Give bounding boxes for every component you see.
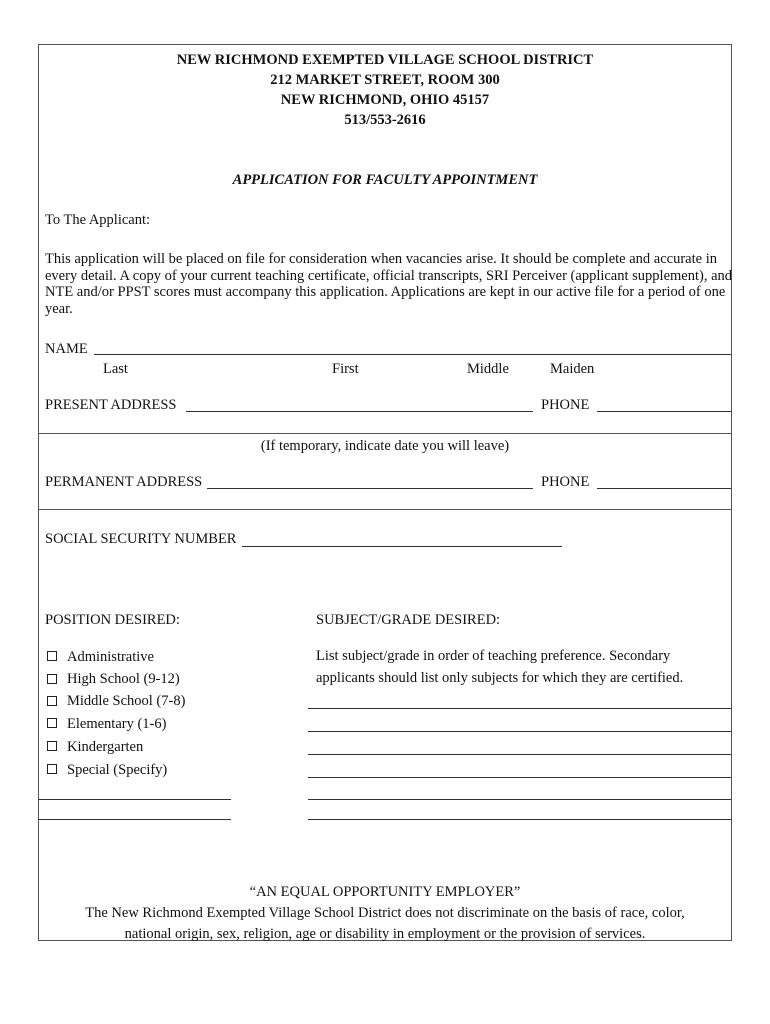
- present-address-field[interactable]: [186, 411, 533, 412]
- district-name: NEW RICHMOND EXEMPTED VILLAGE SCHOOL DISTRICT: [176, 52, 594, 68]
- subject-desired-label: SUBJECT/GRADE DESIRED:: [316, 612, 501, 628]
- district-phone: 513/553-2616: [344, 112, 426, 128]
- special-specify-field[interactable]: [38, 819, 231, 820]
- present-address-label: PRESENT ADDRESS: [45, 397, 177, 413]
- ssn-label: SOCIAL SECURITY NUMBER: [45, 531, 237, 547]
- position-checkbox-elementary[interactable]: [47, 718, 57, 728]
- name-label: NAME: [45, 341, 88, 357]
- position-option-label: Elementary (1-6): [67, 716, 167, 732]
- position-option-label: Administrative: [67, 649, 154, 665]
- permanent-address-label: PERMANENT ADDRESS: [45, 474, 203, 490]
- position-checkbox-kindergarten[interactable]: [47, 741, 57, 751]
- temporary-note: (If temporary, indicate date you will leave): [260, 438, 510, 454]
- nondiscrimination-statement: The New Richmond Exempted Village School District does not discriminate on the basis of race, color,: [85, 905, 685, 921]
- position-checkbox-administrative[interactable]: [47, 651, 57, 661]
- equal-opportunity-heading: “AN EQUAL OPPORTUNITY EMPLOYER”: [249, 884, 521, 900]
- permanent-phone-label: PHONE: [541, 474, 590, 490]
- subject-instructions: List subject/grade in order of teaching preference. Secondary: [316, 648, 671, 664]
- subject-entry-field[interactable]: [308, 754, 731, 755]
- name-sub-maiden: Maiden: [550, 361, 595, 377]
- permanent-phone-field[interactable]: [597, 488, 731, 489]
- section-divider: [38, 509, 732, 510]
- name-sub-first: First: [332, 361, 359, 377]
- position-desired-label: POSITION DESIRED:: [45, 612, 180, 628]
- subject-entry-field[interactable]: [308, 708, 731, 709]
- subject-entry-field[interactable]: [308, 777, 731, 778]
- name-sub-middle: Middle: [467, 361, 509, 377]
- position-option-label: Kindergarten: [67, 739, 144, 755]
- special-specify-field[interactable]: [38, 799, 231, 800]
- form-title: APPLICATION FOR FACULTY APPOINTMENT: [232, 172, 538, 188]
- district-city: NEW RICHMOND, OHIO 45157: [280, 92, 490, 108]
- name-field[interactable]: [94, 354, 731, 355]
- subject-entry-field[interactable]: [308, 799, 731, 800]
- permanent-address-field[interactable]: [207, 488, 533, 489]
- subject-instructions: applicants should list only subjects for which they are certified.: [316, 670, 684, 686]
- subject-entry-field[interactable]: [308, 731, 731, 732]
- position-checkbox-high-school[interactable]: [47, 674, 57, 684]
- position-checkbox-middle-school[interactable]: [47, 696, 57, 706]
- district-street: 212 MARKET STREET, ROOM 300: [270, 72, 500, 88]
- position-option-label: Middle School (7-8): [67, 693, 186, 709]
- position-option-label: High School (9-12): [67, 671, 180, 687]
- position-checkbox-special[interactable]: [47, 764, 57, 774]
- position-option-label: Special (Specify): [67, 762, 168, 778]
- salutation: To The Applicant:: [45, 212, 151, 228]
- present-phone-label: PHONE: [541, 397, 590, 413]
- subject-entry-field[interactable]: [308, 819, 731, 820]
- section-divider: [38, 433, 732, 434]
- present-phone-field[interactable]: [597, 411, 731, 412]
- intro-paragraph: This application will be placed on file for consideration when vacancies arise. It should be complete and accurate in every detail. A copy of your current teaching certificate, official transcripts, SRI Perceiver (applicant supplement), and NTE and/or PPST scores must accompany this application. Applications are kept in our active file for a period of one year.: [45, 251, 733, 317]
- name-sub-last: Last: [103, 361, 128, 377]
- ssn-field[interactable]: [242, 546, 562, 547]
- nondiscrimination-statement: national origin, sex, religion, age or disability in employment or the provision of services.: [124, 926, 646, 942]
